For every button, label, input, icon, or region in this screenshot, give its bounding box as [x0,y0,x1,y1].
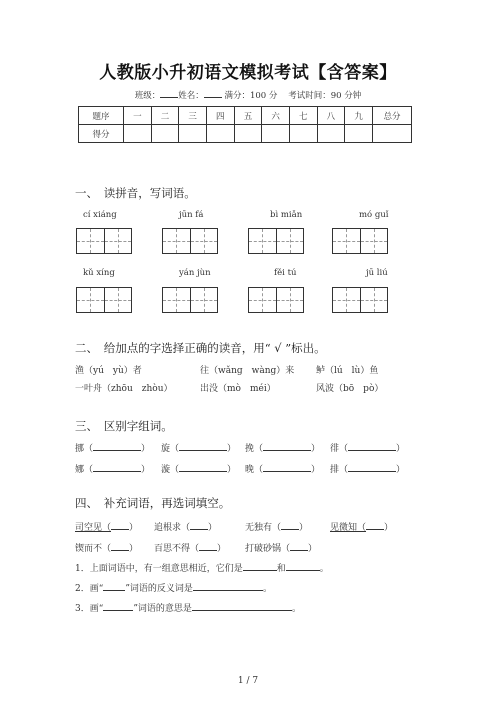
grid-cell[interactable] [191,288,218,312]
exam-info [0,89,496,101]
table-cell: 题序 [79,107,124,125]
grid-cell[interactable] [105,288,132,312]
reading-item[interactable]: 出没（mò méi） [200,384,276,394]
bracket: ） [299,523,309,533]
question-text: ”词语的意思是 [133,604,192,614]
answer-blank[interactable] [192,601,292,611]
pinyin-label: fěi tú [274,268,297,278]
reading-item[interactable]: 渔（yú yù）者 [75,366,142,376]
table-cell: 九 [345,107,373,125]
word-group-row: 旋（ ） [161,441,236,454]
answer-blank[interactable] [190,520,208,530]
grid-cell[interactable] [77,229,105,253]
reading-item[interactable]: 一叶舟（zhōu zhòu） [75,384,173,394]
char: 挪 [75,444,85,454]
score-input-cell[interactable] [317,125,345,143]
table-cell: 三 [179,107,207,125]
grid-cell[interactable] [333,229,361,253]
question-text: 1．上面词语中，有一组意思相近，它们是 [75,564,243,574]
question-text: 3．画“ [75,604,104,614]
reading-item[interactable]: 风波（bō pò） [316,384,384,394]
score-input-cell[interactable] [234,125,262,143]
idiom-text: 打破砂锅（ [245,544,291,554]
word-group-row: 挽（ ） [245,441,320,454]
grid-cell[interactable] [249,229,277,253]
idiom-item [245,520,308,533]
section-4-heading: 四、 补充词语，再选词填空。 [75,496,231,510]
writing-grid[interactable] [332,228,388,254]
class-label: 班级： [134,91,161,101]
bracket: ） [308,544,318,554]
word-group-row: 徘（ ） [330,441,405,454]
question-text: 。 [319,564,329,574]
reading-item[interactable]: 往（wǎng wàng）来 [200,366,295,376]
writing-grid[interactable] [248,228,304,254]
writing-grid[interactable] [332,287,388,313]
grid-cell[interactable] [163,288,191,312]
grid-cell[interactable] [105,229,132,253]
pinyin-label: mó guǐ [359,210,389,220]
char: 漩 [161,465,171,475]
score-input-cell[interactable] [179,125,207,143]
bracket: ） [129,544,139,554]
score-input-cell[interactable] [373,125,412,143]
bracket: ） [217,544,227,554]
word-group-row: 排（ ） [330,462,405,475]
table-cell: 五 [234,107,262,125]
table-cell: 六 [262,107,290,125]
bracket: ） [384,523,394,533]
idiom-text: 追根求（ [154,523,191,533]
name-label: 姓名： [178,91,204,101]
writing-grid[interactable] [248,287,304,313]
answer-blank[interactable] [366,520,384,530]
char: 排 [330,465,340,475]
answer-blank[interactable] [286,561,320,571]
name-blank [204,89,222,98]
char: 晚 [245,465,255,475]
answer-blank[interactable] [263,441,311,451]
pinyin-label: yán jùn [179,268,211,278]
section-3-heading: 三、 区别字组词。 [75,419,173,433]
answer-blank[interactable] [348,441,396,451]
table-cell: 二 [151,107,179,125]
section-1-heading: 一、 读拼音，写词语。 [75,186,196,200]
idiom-item [75,541,138,554]
answer-blank[interactable] [103,581,125,591]
answer-blank[interactable] [103,601,133,611]
writing-grid[interactable] [162,228,218,254]
char: 挽 [245,444,255,454]
score-input-cell[interactable] [262,125,290,143]
score-input-cell[interactable] [345,125,373,143]
answer-blank[interactable] [93,462,141,472]
word-group-row: 挪（ ） [75,441,150,454]
word-group-row: 漩（ ） [161,462,236,475]
writing-grid[interactable] [76,228,132,254]
char: 徘 [330,444,340,454]
answer-blank[interactable] [290,541,308,551]
char: 娜 [75,465,85,475]
grid-cell[interactable] [191,229,218,253]
question-3 [75,601,301,614]
pinyin-label: cí xiáng [83,210,117,220]
table-cell: 七 [289,107,317,125]
question-text: ”词语的反义词是 [125,584,193,594]
score-table-header-row [79,107,412,125]
answer-blank[interactable] [111,541,129,551]
idiom-item [154,520,217,533]
grid-cell[interactable] [277,288,304,312]
idiom-text: 无独有（ [245,523,282,533]
idiom-item [330,520,393,533]
question-text: 。 [262,584,272,594]
idiom-text: 百思不得（ [154,544,200,554]
answer-blank[interactable] [93,441,141,451]
idiom-item [75,520,138,533]
idiom-text: 锲而不（ [75,544,112,554]
idiom-item [154,541,226,554]
writing-grid[interactable] [76,287,132,313]
word-group-row: 晚（ ） [245,462,320,475]
score-input-cell[interactable] [124,125,152,143]
writing-grid[interactable] [162,287,218,313]
question-text: 2．画“ [75,584,104,594]
class-blank [160,89,178,98]
score-input-cell[interactable] [206,125,234,143]
table-cell: 得分 [79,125,124,143]
grid-cell[interactable] [77,288,105,312]
answer-blank[interactable] [199,541,217,551]
score-input-cell[interactable] [151,125,179,143]
score-label: 满分：100 分 [224,91,278,101]
idiom-item [245,541,317,554]
question-text: 和 [276,564,286,574]
answer-blank[interactable] [179,462,227,472]
answer-blank[interactable] [193,581,263,591]
answer-blank[interactable] [348,462,396,472]
pinyin-label: jū liú [366,268,388,278]
section-2-heading: 二、 给加点的字选择正确的读音，用“ √ ”标出。 [75,341,326,355]
word-group-row: 娜（ ） [75,462,150,475]
answer-blank[interactable] [243,561,277,571]
bracket: ） [208,523,218,533]
score-table-score-row [79,125,412,143]
score-table [78,106,412,143]
page-number: 1 / 7 [237,676,259,686]
grid-cell[interactable] [361,288,388,312]
time-label: 考试时间：90 分钟 [288,91,362,101]
grid-cell[interactable] [333,288,361,312]
char: 旋 [161,444,171,454]
idiom-text: 司空见（ [75,523,112,533]
pinyin-label: bì miǎn [270,210,303,220]
table-cell: 八 [317,107,345,125]
table-cell: 总分 [373,107,412,125]
question-text: 。 [291,604,301,614]
page-title: 人教版小升初语文模拟考试【含答案】 [99,63,397,83]
score-input-cell[interactable] [289,125,317,143]
pinyin-label: jūn fá [179,210,204,220]
answer-blank[interactable] [111,520,129,530]
grid-cell[interactable] [249,288,277,312]
question-1 [75,561,329,574]
grid-cell[interactable] [163,229,191,253]
question-2 [75,581,272,594]
idiom-text: 见微知（ [330,523,367,533]
answer-blank[interactable] [281,520,299,530]
reading-item[interactable]: 鲈（lú lù）鱼 [316,366,379,376]
table-cell: 四 [206,107,234,125]
grid-cell[interactable] [361,229,388,253]
answer-blank[interactable] [263,462,311,472]
table-cell: 一 [124,107,152,125]
pinyin-label: kǔ xíng [83,268,115,278]
bracket: ） [129,523,139,533]
answer-blank[interactable] [179,441,227,451]
grid-cell[interactable] [277,229,304,253]
